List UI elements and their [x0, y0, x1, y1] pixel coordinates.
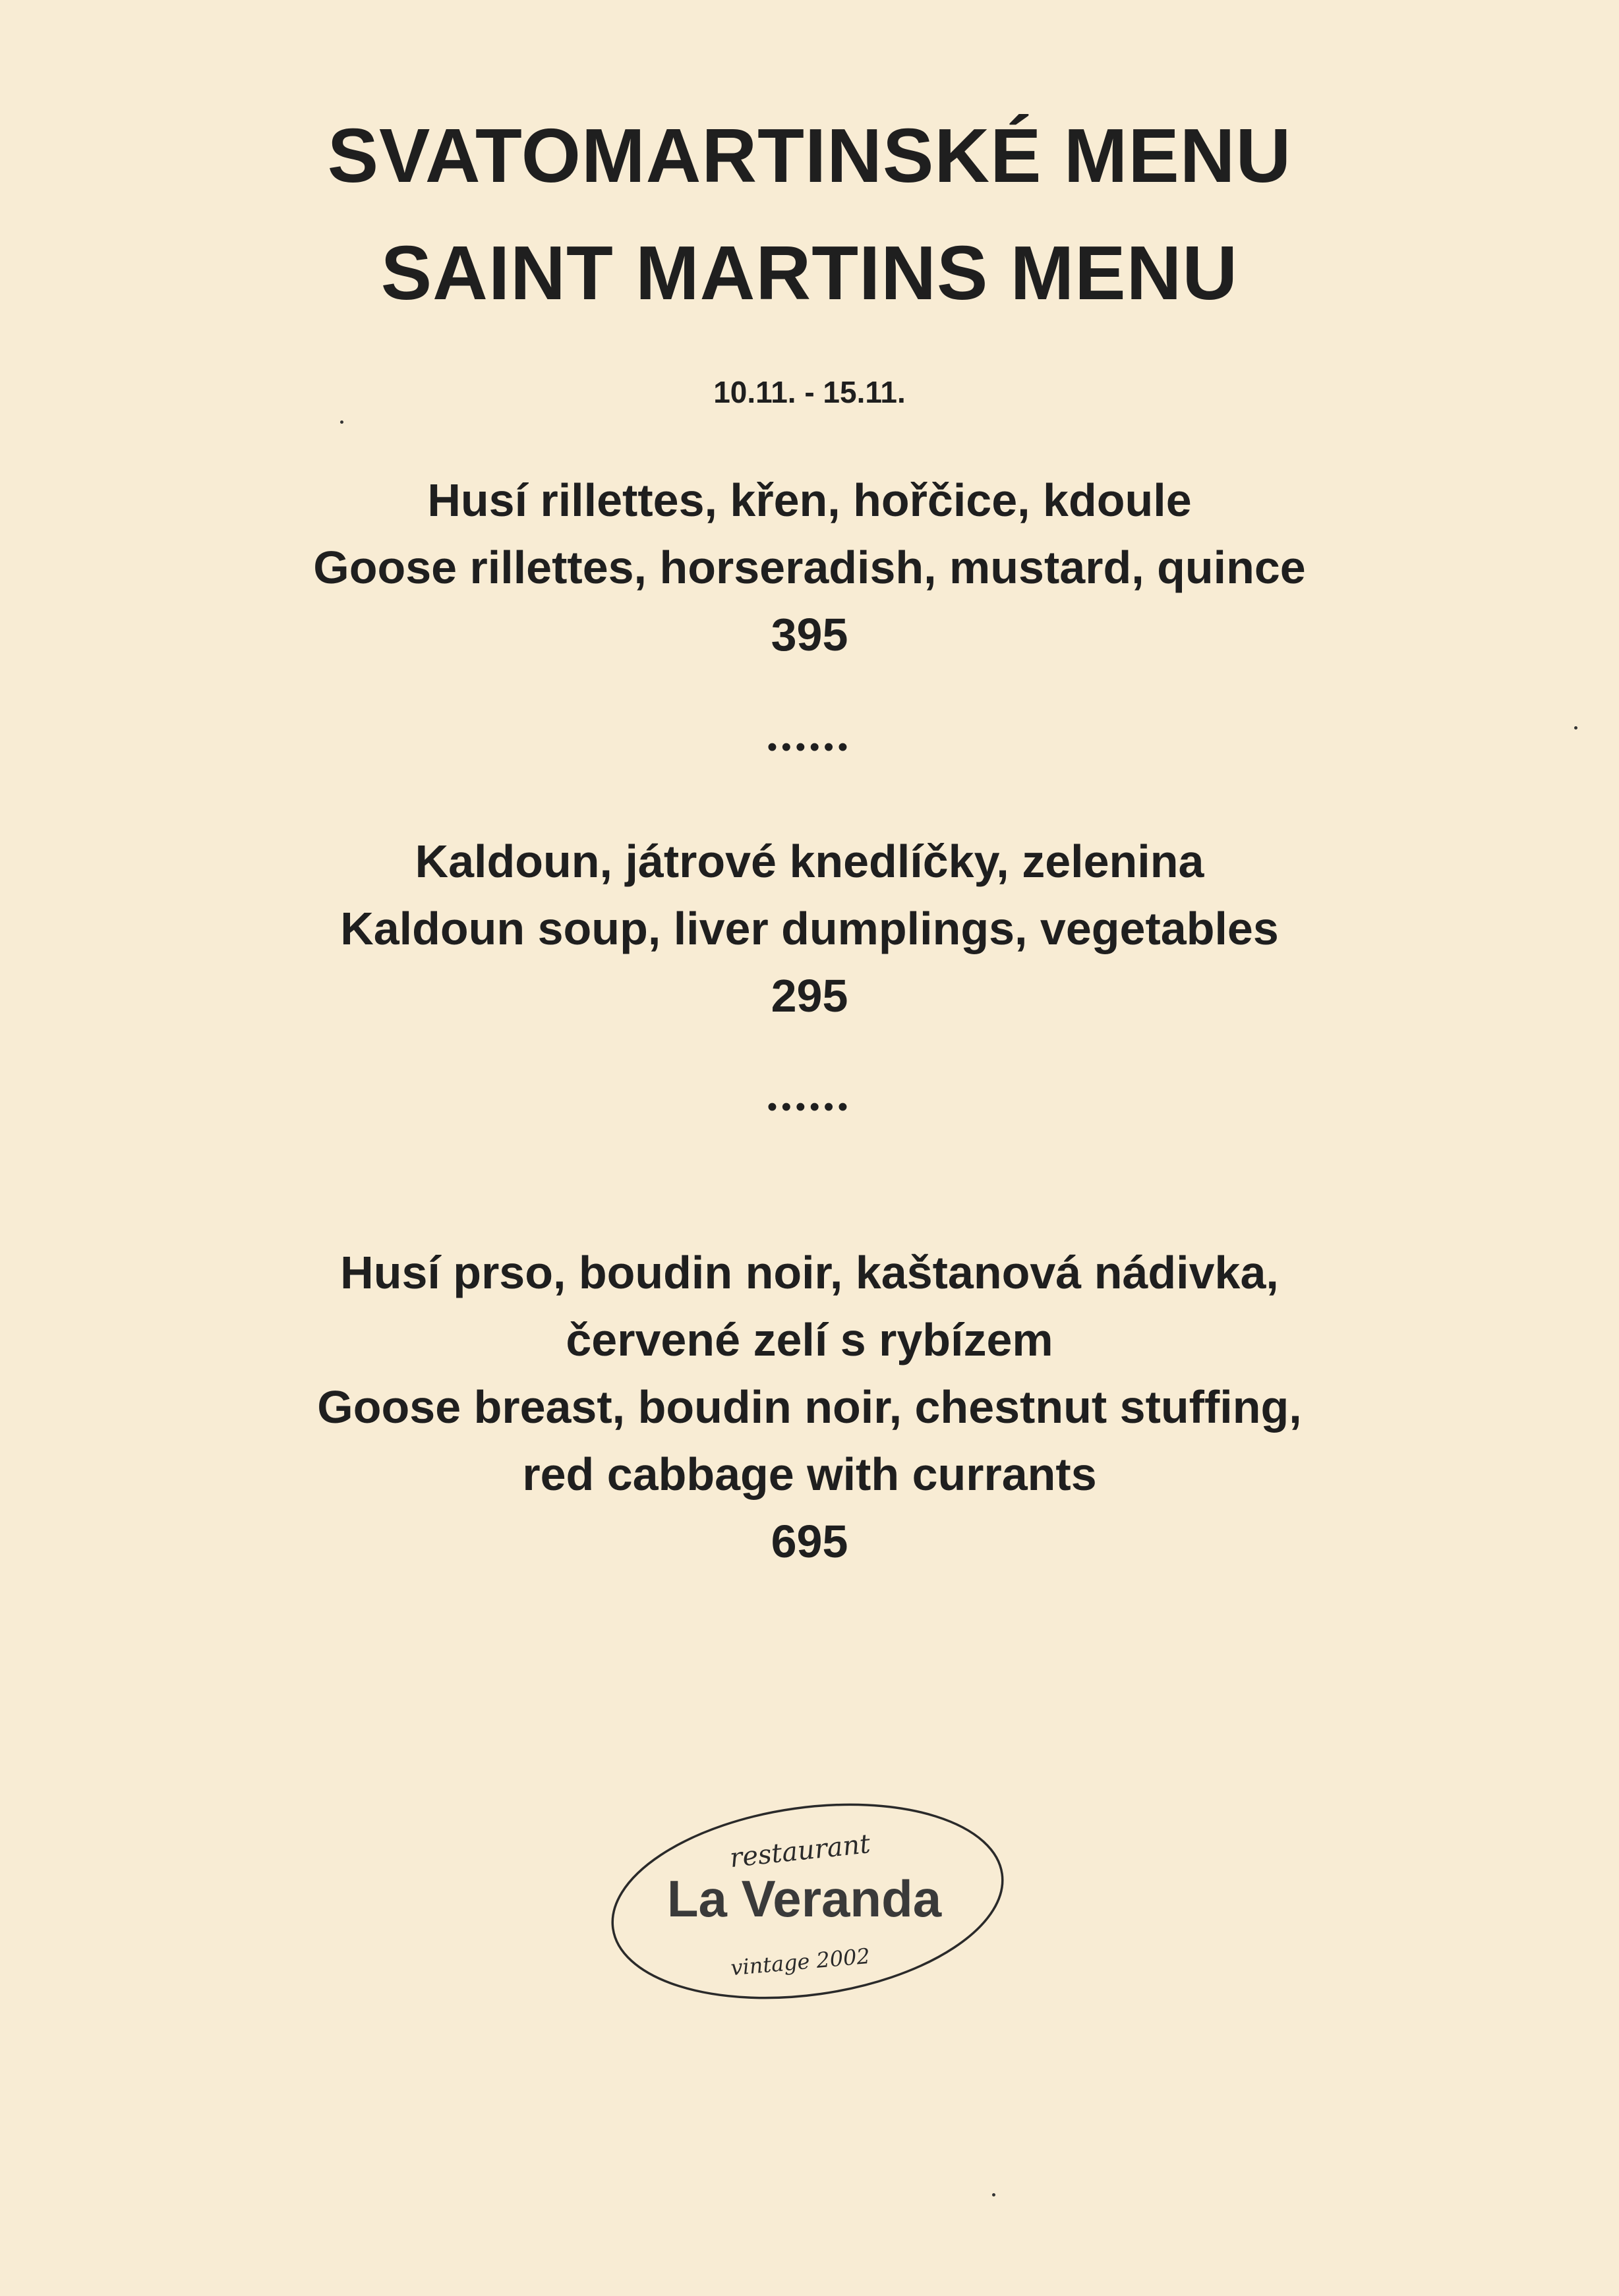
paper-speck	[992, 2193, 995, 2196]
menu-title-english: SAINT MARTINS MENU	[380, 230, 1239, 316]
separator-dots: ••••••	[767, 1091, 852, 1123]
menu-dates: 10.11. - 15.11.	[713, 375, 906, 409]
course-price: 295	[771, 970, 848, 1021]
menu-title-czech: SVATOMARTINSKÉ MENU	[327, 113, 1292, 198]
course-price: 695	[771, 1516, 848, 1567]
logo-bottom-text: vintage 2002	[729, 1943, 871, 1981]
course-line: Kaldoun, játrové knedlíčky, zelenina	[415, 836, 1204, 887]
paper-speck	[340, 420, 343, 424]
course-line: Husí prso, boudin noir, kaštanová nádivka,	[340, 1247, 1279, 1298]
course-line: Goose breast, boudin noir, chestnut stuffing,	[317, 1381, 1302, 1433]
paper-speck	[1574, 726, 1577, 730]
course-line: Kaldoun soup, liver dumplings, vegetables	[340, 903, 1279, 954]
logo-top-text: restaurant	[728, 1829, 872, 1874]
course-price: 395	[771, 609, 848, 660]
course-line: Husí rillettes, křen, hořčice, kdoule	[427, 474, 1192, 526]
course-line: červené zelí s rybízem	[566, 1314, 1053, 1365]
restaurant-logo	[603, 1799, 1012, 2003]
separator-dots: ••••••	[767, 731, 852, 763]
course-main	[0, 1239, 1619, 1575]
course-line: Goose rillettes, horseradish, mustard, quince	[313, 542, 1306, 593]
logo-name: La Veranda	[666, 1870, 942, 1928]
course-line: red cabbage with currants	[522, 1449, 1097, 1500]
course-soup	[0, 828, 1619, 1029]
course-starter	[0, 467, 1619, 668]
